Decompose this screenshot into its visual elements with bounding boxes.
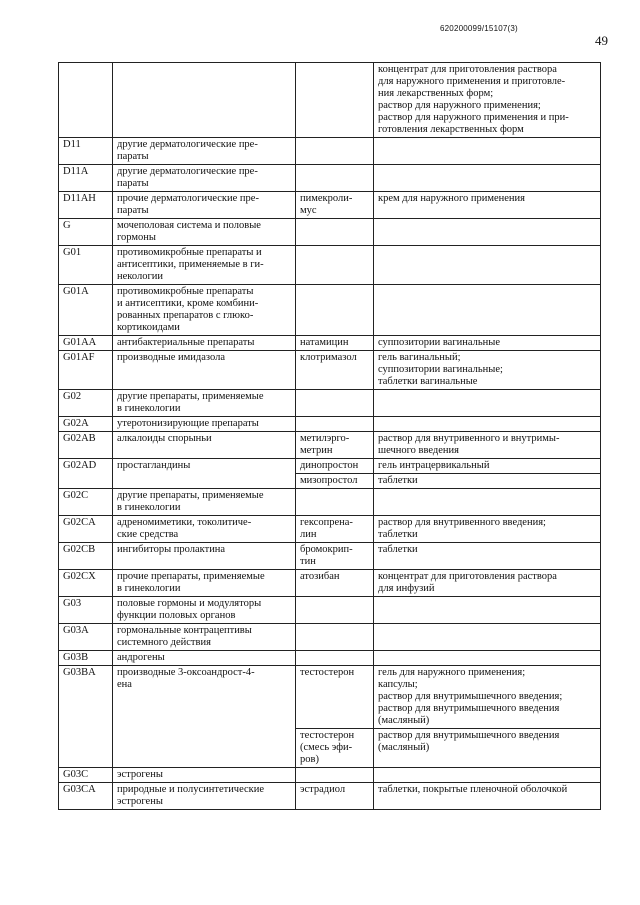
atc-group-cell: прочие дерматологические пре- параты [113, 192, 296, 219]
drug-name-cell: натамицин [296, 336, 374, 351]
drug-name-cell [296, 390, 374, 417]
drug-name-cell [296, 768, 374, 783]
dosage-form-cell: концентрат для приготовления раствора для наружного применения и приготовле- ния лекарственных форм; раствор для наружного применения; раствор для наружного применения и при- готовления лекарственных форм [374, 63, 601, 138]
table-row [59, 165, 601, 192]
atc-code-cell: G03BA [59, 666, 113, 768]
table-row [59, 516, 601, 543]
atc-group-cell: андрогены [113, 651, 296, 666]
dosage-form-cell [374, 219, 601, 246]
drug-name-cell [296, 651, 374, 666]
dosage-form-cell [374, 624, 601, 651]
dosage-form-cell [374, 651, 601, 666]
drug-name-cell [296, 489, 374, 516]
drug-name-cell [296, 165, 374, 192]
atc-group-cell: мочеполовая система и половые гормоны [113, 219, 296, 246]
dosage-form-cell [374, 138, 601, 165]
table-row [59, 624, 601, 651]
dosage-form-cell [374, 285, 601, 336]
table-row [59, 432, 601, 459]
table-row [59, 597, 601, 624]
table-row [59, 63, 601, 138]
dosage-form-cell [374, 489, 601, 516]
table-row [59, 351, 601, 390]
atc-code-cell: G01A [59, 285, 113, 336]
drug-name-cell: клотримазол [296, 351, 374, 390]
atc-group-cell: другие препараты, применяемые в гинекологии [113, 390, 296, 417]
atc-code-cell: G [59, 219, 113, 246]
table-row [59, 783, 601, 810]
atc-group-cell: противомикробные препараты и антисептики, кроме комбини- рованных препаратов с глюко- кортикоидами [113, 285, 296, 336]
atc-code-cell: G01 [59, 246, 113, 285]
dosage-form-cell: таблетки [374, 474, 601, 489]
table-row [59, 768, 601, 783]
table-row [59, 138, 601, 165]
dosage-form-cell: гель вагинальный; суппозитории вагинальные; таблетки вагинальные [374, 351, 601, 390]
atc-code-cell: G02AD [59, 459, 113, 489]
dosage-form-cell: гель интрацервикальный [374, 459, 601, 474]
dosage-form-cell: раствор для внутримышечного введения (масляный) [374, 729, 601, 768]
atc-group-cell: другие препараты, применяемые в гинекологии [113, 489, 296, 516]
drug-name-cell: мизопростол [296, 474, 374, 489]
drug-name-cell: метилэрго- метрин [296, 432, 374, 459]
atc-group-cell: производные имидазола [113, 351, 296, 390]
atc-group-cell: другие дерматологические пре- параты [113, 165, 296, 192]
dosage-form-cell: раствор для внутривенного и внутримы- шечного введения [374, 432, 601, 459]
dosage-form-cell: таблетки [374, 543, 601, 570]
atc-code-cell: G03B [59, 651, 113, 666]
atc-group-cell: производные 3-оксоандрост-4- ена [113, 666, 296, 768]
atc-code-cell: D11 [59, 138, 113, 165]
dosage-form-cell: гель для наружного применения; капсулы; раствор для внутримышечного введения; раствор для внутримышечного введения (масляный) [374, 666, 601, 729]
atc-code-cell: G03C [59, 768, 113, 783]
atc-code-cell: G02 [59, 390, 113, 417]
atc-code-cell: G01AA [59, 336, 113, 351]
table-row [59, 336, 601, 351]
table-row [59, 651, 601, 666]
atc-group-cell: ингибиторы пролактина [113, 543, 296, 570]
atc-group-cell: другие дерматологические пре- параты [113, 138, 296, 165]
atc-code-cell: G02CB [59, 543, 113, 570]
atc-group-cell: простагландины [113, 459, 296, 489]
table-row [59, 417, 601, 432]
drug-name-cell [296, 63, 374, 138]
document-id: 620200099/15107(3) [440, 24, 518, 33]
drug-name-cell [296, 285, 374, 336]
atc-code-cell: D11A [59, 165, 113, 192]
atc-code-cell: G03CA [59, 783, 113, 810]
atc-code-cell: G02CA [59, 516, 113, 543]
drug-name-cell [296, 597, 374, 624]
drug-name-cell: эстрадиол [296, 783, 374, 810]
atc-group-cell: алкалоиды спорыньи [113, 432, 296, 459]
drug-name-cell: тестостерон [296, 666, 374, 729]
table-row [59, 666, 601, 729]
atc-code-cell: G02C [59, 489, 113, 516]
atc-code-cell: D11AH [59, 192, 113, 219]
atc-group-cell: утеротонизирующие препараты [113, 417, 296, 432]
atc-code-cell: G01AF [59, 351, 113, 390]
atc-group-cell: природные и полусинтетические эстрогены [113, 783, 296, 810]
atc-group-cell: адреномиметики, токолитиче- ские средства [113, 516, 296, 543]
atc-table [58, 62, 601, 810]
drug-name-cell [296, 624, 374, 651]
atc-group-cell: эстрогены [113, 768, 296, 783]
table-row [59, 219, 601, 246]
table-row [59, 459, 601, 474]
drug-name-cell [296, 417, 374, 432]
table-row [59, 246, 601, 285]
atc-group-cell: противомикробные препараты и антисептики, применяемые в ги- некологии [113, 246, 296, 285]
dosage-form-cell [374, 768, 601, 783]
dosage-form-cell: концентрат для приготовления раствора для инфузий [374, 570, 601, 597]
drug-name-cell [296, 246, 374, 285]
atc-code-cell: G02CX [59, 570, 113, 597]
drug-name-cell: тестостерон (смесь эфи- ров) [296, 729, 374, 768]
drug-name-cell: динопростон [296, 459, 374, 474]
dosage-form-cell [374, 597, 601, 624]
atc-group-cell: прочие препараты, применяемые в гинекологии [113, 570, 296, 597]
atc-group-cell: антибактериальные препараты [113, 336, 296, 351]
atc-code-cell: G03A [59, 624, 113, 651]
atc-code-cell: G03 [59, 597, 113, 624]
atc-group-cell [113, 63, 296, 138]
dosage-form-cell: суппозитории вагинальные [374, 336, 601, 351]
dosage-form-cell: крем для наружного применения [374, 192, 601, 219]
dosage-form-cell: раствор для внутривенного введения; таблетки [374, 516, 601, 543]
atc-code-cell: G02A [59, 417, 113, 432]
drug-name-cell: бромокрип- тин [296, 543, 374, 570]
dosage-form-cell [374, 417, 601, 432]
drug-name-cell: пимекроли- мус [296, 192, 374, 219]
table-row [59, 192, 601, 219]
drug-name-cell [296, 138, 374, 165]
table-row [59, 543, 601, 570]
table-row [59, 390, 601, 417]
dosage-form-cell [374, 165, 601, 192]
atc-group-cell: половые гормоны и модуляторы функции половых органов [113, 597, 296, 624]
table-row [59, 489, 601, 516]
drug-name-cell: гексопрена- лин [296, 516, 374, 543]
atc-code-cell: G02AB [59, 432, 113, 459]
atc-group-cell: гормональные контрацептивы системного действия [113, 624, 296, 651]
dosage-form-cell [374, 390, 601, 417]
drug-name-cell: атозибан [296, 570, 374, 597]
atc-table-body [59, 63, 601, 810]
dosage-form-cell: таблетки, покрытые пленочной оболочкой [374, 783, 601, 810]
table-row [59, 285, 601, 336]
dosage-form-cell [374, 246, 601, 285]
page-number: 49 [595, 33, 608, 48]
table-row [59, 570, 601, 597]
atc-code-cell [59, 63, 113, 138]
drug-name-cell [296, 219, 374, 246]
